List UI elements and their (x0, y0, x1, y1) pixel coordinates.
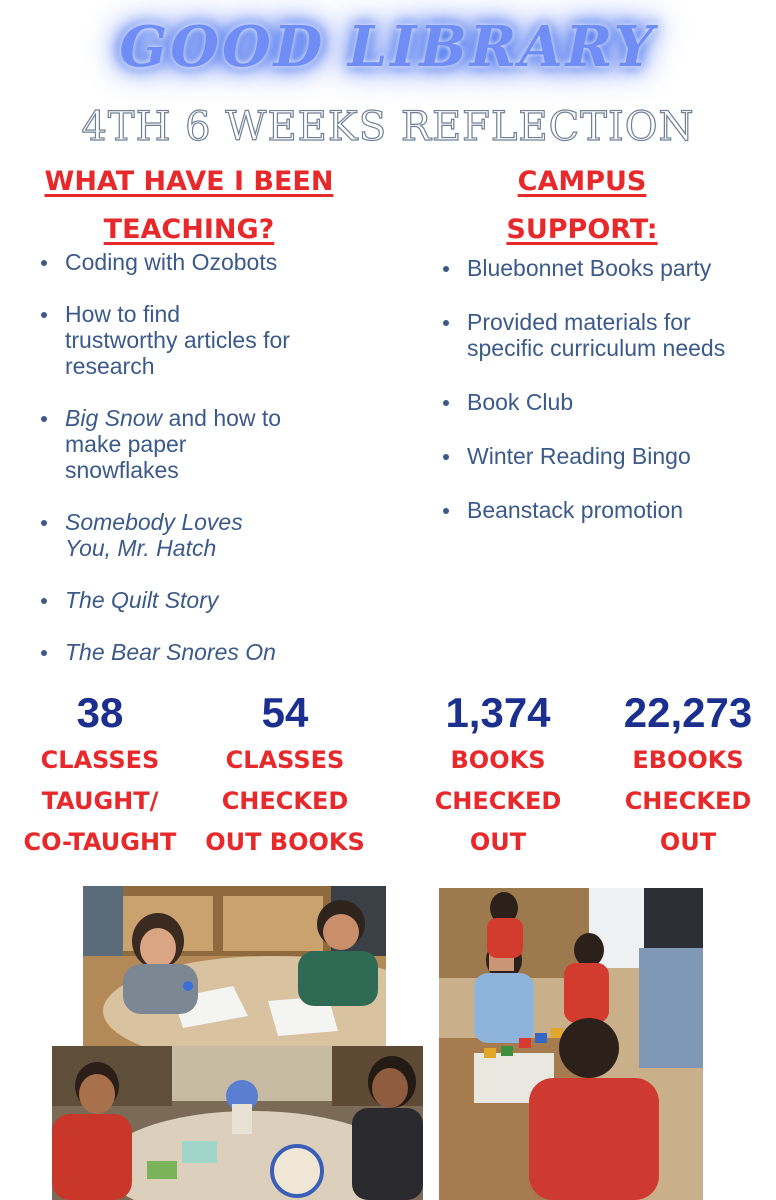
list-item: The Bear Snores On (38, 639, 293, 665)
stat-ebooks-checked-out (600, 690, 776, 863)
list-item: Winter Reading Bingo (440, 443, 730, 469)
page-subtitle: 4TH 6 WEEKS REFLECTION (81, 104, 695, 150)
teaching-heading-line1: WHAT HAVE I BEEN (44, 166, 334, 197)
stat-value: 38 (76, 689, 124, 736)
list-item: Coding with Ozobots (38, 249, 293, 275)
support-heading (462, 158, 702, 254)
photo-ozobot-table (83, 886, 386, 1046)
page-title: GOOD LIBRARY (119, 14, 657, 80)
support-heading-line2: SUPPORT: (506, 214, 658, 245)
stat-value: 22,273 (623, 689, 753, 736)
stat-value: 54 (261, 689, 309, 736)
stat-label: CLASSES CHECKED OUT BOOKS (205, 746, 365, 856)
photo-students-display-table (52, 1046, 423, 1200)
stat-value: 1,374 (445, 689, 551, 736)
teaching-heading (44, 158, 334, 254)
stat-classes-checked-out (196, 690, 374, 863)
list-item: Big Snow and how to make paper snowflakes (38, 405, 293, 483)
photo-classroom-blocks (439, 888, 703, 1200)
support-list (440, 255, 730, 523)
list-item: Provided materials for specific curriculum needs (440, 309, 730, 361)
list-item: The Quilt Story (38, 587, 293, 613)
list-item: Beanstack promotion (440, 497, 730, 523)
stat-label: CLASSES TAUGHT/ CO-TAUGHT (23, 746, 177, 856)
list-item: Book Club (440, 389, 730, 415)
teaching-heading-line2: TEACHING? (103, 214, 275, 245)
teaching-list (38, 249, 293, 665)
list-item: Somebody Loves You, Mr. Hatch (38, 509, 293, 561)
list-item: How to find trustworthy articles for research (38, 301, 293, 379)
stat-classes-taught (10, 690, 190, 863)
stat-label: EBOOKS CHECKED OUT (624, 746, 752, 856)
stat-books-checked-out (412, 690, 584, 863)
stat-label: BOOKS CHECKED OUT (434, 746, 562, 856)
list-item: Bluebonnet Books party (440, 255, 730, 281)
support-heading-line1: CAMPUS (517, 166, 647, 197)
